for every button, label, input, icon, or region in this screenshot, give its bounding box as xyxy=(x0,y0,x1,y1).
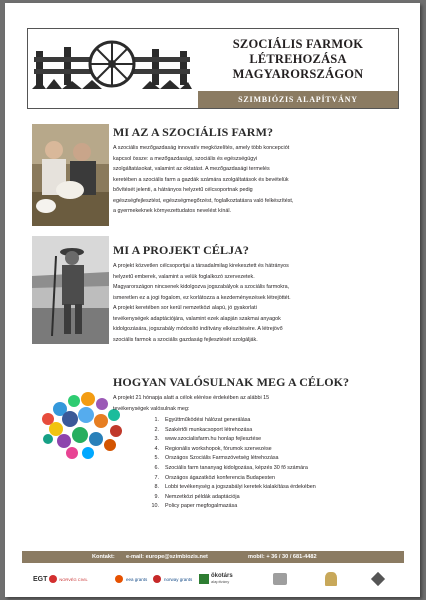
text-line: A projekt keretében sor kerül nemzetközi alapú, jó gyakorlati xyxy=(113,305,257,311)
list-item xyxy=(145,454,403,464)
text-line: kidolgozására, jogszabály módosító indítvány elkészítésére. A létrejövő xyxy=(113,326,283,332)
section-paragraph xyxy=(113,261,403,345)
elderly-farmer-photo xyxy=(32,236,109,344)
section-paragraph xyxy=(113,393,403,414)
item-text: Országos ágazatközi konferencia Budapesten xyxy=(165,474,275,481)
partner-logo-2 xyxy=(325,567,337,591)
document-page xyxy=(5,3,420,597)
item-text: Nemzetközi példák adaptációja xyxy=(165,493,240,500)
text-line: keretében a szociális farm a gazdák számára szolgáltatások és bevételük xyxy=(113,176,289,183)
item-text: Országos Szociális Farmszövetség létrehozása xyxy=(165,455,279,462)
item-text: Regionális workshopok, fórumok szervezése xyxy=(165,445,272,452)
item-number: 10. xyxy=(151,503,159,510)
item-text: Szakértői munkacsoport létrehozása xyxy=(165,426,253,433)
norway-grants-logo xyxy=(153,567,192,591)
section-what-is-social-farm xyxy=(113,125,403,217)
eea-circle-icon xyxy=(115,575,123,583)
norway-civil-text: NORVÉG CIVIL xyxy=(59,576,88,582)
text-line: szociális farmok a szociális gazdaság fejlesztését szolgálják. xyxy=(113,336,258,343)
title-line-1: SZOCIÁLIS FARMOK xyxy=(232,37,364,51)
item-text: Policy paper megfogalmazása xyxy=(165,503,238,510)
contact-phone[interactable]: mobil: + 36 / 30 / 681-4482 xyxy=(248,554,317,560)
item-text: Együttműködési hálózat generálása xyxy=(165,417,251,423)
activities-list xyxy=(145,416,403,512)
item-number: 9. xyxy=(154,493,159,500)
farm-fence-wagon-wheel-logo xyxy=(32,39,192,89)
list-item xyxy=(145,464,403,474)
partner-emblem-icon xyxy=(325,572,337,586)
list-item xyxy=(145,416,403,426)
egt-text: EGT xyxy=(33,575,48,583)
text-line: tevékenységek adaptációjára, valamint ezek alapján szakmai anyagok xyxy=(113,315,281,322)
item-text: www.szocialisfarm.hu honlap fejlesztése xyxy=(165,436,262,443)
list-item xyxy=(145,502,403,512)
text-line: Magyarországon nincsenek kidolgozva jogszabályok a szociális farmokra, xyxy=(113,284,290,290)
egt-logo xyxy=(33,567,88,591)
partner-diamond-icon xyxy=(371,572,385,586)
farm-people-photo xyxy=(32,124,109,226)
item-number: 5. xyxy=(154,455,159,462)
okotars-text: ökotárs xyxy=(211,573,233,579)
okotars-square-icon xyxy=(199,574,209,584)
title-line-3: MAGYARORSZÁGON xyxy=(232,67,364,81)
text-line: szolgáltatásokat, valamint az oktatást. A mezőgazdasági termelés xyxy=(113,166,270,172)
item-number: 4. xyxy=(154,445,159,452)
text-line: A projekt 21 hónapja alatt a célok elérése érdekében az alábbi 15 xyxy=(113,395,270,401)
text-line: bővítését jelenti, a hátrányos helyzetű célcsoportnak pedig xyxy=(113,187,253,193)
list-item xyxy=(145,474,403,484)
okotars-sub-text: alapítvány xyxy=(211,579,230,584)
text-line: ismeretlen ez a jogi fogalom, ez korlátozza a kezdeményezések létrejöttét. xyxy=(113,294,291,301)
partner-logo-3 xyxy=(373,567,383,591)
section-heading: HOGYAN VALÓSULNAK MEG A CÉLOK? xyxy=(113,375,350,389)
section-paragraph xyxy=(113,143,403,217)
partner-logo-1 xyxy=(273,567,287,591)
list-item xyxy=(145,493,403,503)
okotars-logo xyxy=(199,567,233,591)
partner-square-icon xyxy=(273,573,287,585)
sponsor-logos xyxy=(27,567,399,591)
item-text: Lobbi tevékenység a jogszabályi keretek kialakítása érdekében xyxy=(165,484,316,491)
contact-label: Kontakt: xyxy=(92,554,115,560)
section-heading: MI A PROJEKT CÉLJA? xyxy=(113,243,250,257)
title-line-2: LÉTREHOZÁSA xyxy=(249,52,347,66)
item-text: Szociális farm tananyag kidolgozása, képzés 30 fő számára xyxy=(165,464,308,471)
text-line: helyzetű emberek, valamint a velük foglalkozó szervezetek. xyxy=(113,273,255,280)
text-line: A projekt közvetlen célcsoportjai a társadalmilag kirekesztett és hátrányos xyxy=(113,263,289,269)
list-item xyxy=(145,435,403,445)
item-number: 1. xyxy=(154,417,159,423)
eea-text: eea grants xyxy=(126,576,148,582)
section-how-goals-realized xyxy=(113,375,403,512)
section-heading: MI AZ A SZOCIÁLIS FARM? xyxy=(113,125,274,139)
norway-circle-icon xyxy=(153,575,161,583)
section-project-goal xyxy=(113,243,403,345)
text-line: egészségfejlesztést, egészségmegőrzést, foglalkoztatásra való felkészítést, xyxy=(113,197,294,204)
header-box xyxy=(27,28,399,109)
item-number: 3. xyxy=(154,436,159,443)
text-line: a gyermekeknek környezettudatos nevelést kínál. xyxy=(113,208,232,214)
text-line: kapcsol össze: a mezőgazdasági, szociális és egészségügyi xyxy=(113,155,258,162)
norway-grants-text: norway grants xyxy=(164,576,193,582)
item-number: 6. xyxy=(154,464,159,471)
foundation-banner: SZIMBIÓZIS ALAPÍTVÁNY xyxy=(198,91,398,108)
contact-bar xyxy=(22,551,404,563)
list-item xyxy=(145,426,403,436)
eea-grants-logo xyxy=(115,567,147,591)
contact-email[interactable]: e-mail: europe@szimbiozis.net xyxy=(126,554,208,560)
text-line: A szociális mezőgazdaság innovatív megközelítés, amely több koncepciót xyxy=(113,145,290,151)
egt-circle-icon xyxy=(49,575,57,583)
page-title xyxy=(200,37,396,82)
list-item xyxy=(145,445,403,455)
list-item xyxy=(145,483,403,493)
item-number: 8. xyxy=(154,484,159,491)
text-line: tevékenységek valósulnak meg: xyxy=(113,405,190,412)
item-number: 2. xyxy=(154,426,159,433)
item-number: 7. xyxy=(154,474,159,481)
